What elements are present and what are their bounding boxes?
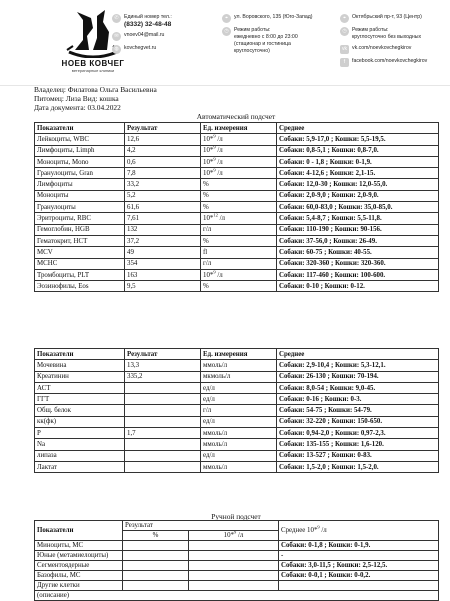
cell-indicator: Na [35,439,125,450]
cell-result [125,461,201,472]
cell-indicator: Моноциты, Mono [35,156,125,167]
web-icon: ◍ [112,45,121,54]
clock-icon: ◷ [340,27,349,36]
cell-result: 12,6 [125,134,201,145]
cell-indicator: АСТ [35,382,125,393]
cell-indicator: Лимфоциты [35,179,125,190]
table-row [35,428,439,439]
table-header-row [35,349,439,360]
cell-average: Собаки: 54-75 ; Кошки: 54-79. [277,405,439,416]
col-unit: Ед. измерения [201,123,277,134]
cell-indicator: Другие клетки [35,581,123,591]
cell-percent [123,571,189,581]
contact-column [112,14,212,58]
cell-indicator: Мочевина [35,360,125,371]
cell-result: 0,6 [125,156,201,167]
cell-average: Собаки: 0-1,8 ; Кошки: 0-1,9. [279,541,439,551]
manual-count-table [34,520,439,601]
document-meta [34,86,157,112]
cell-average: Собаки: 12,0-30 ; Кошки: 12,0-55,0. [277,179,439,190]
cell-result [125,405,201,416]
auto-count-table [34,122,439,292]
table-row [35,179,439,190]
cell-indicator: кк(фк) [35,416,125,427]
cell-average: Собаки: 4-12,6 ; Кошки: 2,1-15. [277,168,439,179]
cell-indicator: Креатинин [35,371,125,382]
hours-2: (стационар и гостиница [234,41,291,47]
cell-unit: г/л [201,224,277,235]
col-result: Результат [123,521,279,531]
cell-average: Собаки: 135-155 ; Кошки: 1,6-120. [277,439,439,450]
location-icon: ⌖ [340,14,349,23]
hours-3: круглосуточно) [234,48,270,54]
cell-indicator: MCHC [35,258,125,269]
cell-result: 163 [125,269,201,280]
cell-result: 13,3 [125,360,201,371]
cell-percent [123,541,189,551]
cell-unit: ед/л [201,416,277,427]
cell-unit: мкмоль/л [201,371,277,382]
cell-result: 132 [125,224,201,235]
cell-percent [123,561,189,571]
facebook-icon: f [340,58,349,67]
cell-unit: 10*$^9$ /л [201,145,277,156]
cell-unit [189,561,279,571]
cell-indicator: Эритроциты, RBC [35,213,125,224]
col-average: Среднее [277,349,439,360]
hours-center: круглосуточно без выходных [352,34,422,40]
cell-unit: % [201,190,277,201]
cell-indicator: Базофилы, МС [35,571,123,581]
cell-result: 1,7 [125,428,201,439]
biochem-table [34,348,439,473]
table-row [35,213,439,224]
cell-percent [123,551,189,561]
cell-average: Собаки: 60-75 ; Кошки: 40-55. [277,247,439,258]
fb-link[interactable]: facebook.com/noevkovchegkirov [352,58,428,64]
table-row [35,247,439,258]
table-row [35,439,439,450]
cell-indicator: Гранулоциты, Gran [35,168,125,179]
table-row [35,371,439,382]
cell-average: Собаки: 0-0,1 ; Кошки: 0-0,2. [279,571,439,581]
cell-indicator: Р [35,428,125,439]
cell-indicator: Лактат [35,461,125,472]
col-indicators: Показатели [35,123,125,134]
manual-count-title: Ручной подсчет [211,512,261,521]
cell-indicator: Юные (метамиелоциты) [35,551,123,561]
cell-unit: 10*$^{12}$ /л [201,213,277,224]
cell-average: Собаки: 320-360 ; Кошки: 320-360. [277,258,439,269]
cell-indicator: ГГТ [35,394,125,405]
cell-result: 7,61 [125,213,201,224]
col-result: Результат [125,349,201,360]
site-link[interactable]: kovchegvet.ru [124,45,157,51]
cell-average: Собаки: 0,94-2,0 ; Кошки: 0,97-2,3. [277,428,439,439]
address-2: Октябрьский пр-т, 93 (Центр) [352,14,422,20]
col-result: Результат [125,123,201,134]
table-row [35,450,439,461]
cell-indicator: Гематокрит, HCT [35,235,125,246]
cell-unit: % [201,281,277,292]
cell-result: 9,5 [125,281,201,292]
col-average: Среднее [277,123,439,134]
owner-line: Владелец: Филатова Ольга Васильевна [34,85,157,94]
cell-result: 49 [125,247,201,258]
cell-unit: fl [201,247,277,258]
cell-indicator: Общ. белок [35,405,125,416]
cell-indicator: Моноциты [35,190,125,201]
description-cell: (описание) [35,591,439,601]
cell-result: 61,6 [125,202,201,213]
cell-unit [189,551,279,561]
cell-unit: % [201,235,277,246]
pet-line: Питомец: Лиза Вид: кошка [34,93,119,103]
cell-indicator: Гранулоциты [35,202,125,213]
cell-indicator: Тромбоциты, PLT [35,269,125,280]
table-row [35,405,439,416]
cell-result: 335,2 [125,371,201,382]
cell-unit: г/л [201,405,277,416]
cell-indicator: Гемоглобин, HGB [35,224,125,235]
table-row [35,581,439,591]
clinic-header [0,0,450,86]
cell-result: 7,8 [125,168,201,179]
table-row [35,168,439,179]
table-row [35,382,439,393]
cell-average: Собаки: 8,0-54 ; Кошки: 9,0-45. [277,382,439,393]
cell-indicator: MCV [35,247,125,258]
table-row [35,360,439,371]
vk-icon: vk [342,46,347,52]
table-row [35,394,439,405]
cell-indicator: Лимфоциты, Limph [35,145,125,156]
cell-average: Собаки: 13-527 ; Кошки: 0-83. [277,450,439,461]
table-row [35,269,439,280]
center-column [340,14,448,71]
auto-count-title: Автоматический подсчет [196,112,276,121]
phone-label: Единый номер тел.: [124,14,172,20]
cell-result [125,439,201,450]
table-row [35,134,439,145]
table-row [35,561,439,571]
phone-number[interactable]: (8332) 32-48-48 [124,21,172,28]
table-row [35,235,439,246]
table-row [35,281,439,292]
cell-unit: ед/л [201,394,277,405]
table-row [35,190,439,201]
cell-average: Собаки: 2,9-10,4 ; Кошки: 5,3-12,1. [277,360,439,371]
cell-result: 37,2 [125,235,201,246]
cell-average: - [279,551,439,561]
table-row [35,416,439,427]
col-average: Среднее 10*$^9$ /л [279,521,439,541]
clock-icon: ◷ [222,27,231,36]
yugo-zapad-column [222,14,322,59]
col-percent: % [123,531,189,541]
col-indicators: Показатели [35,521,123,541]
cell-average: Собаки: 110-190 ; Кошки: 90-156. [277,224,439,235]
table-row [35,551,439,561]
cell-unit: % [201,202,277,213]
cell-unit: 10*$^9$ /л [201,134,277,145]
cell-result [125,450,201,461]
cell-result: 5,2 [125,190,201,201]
hours-label-2: Режим работы: [352,27,389,33]
col-indicators: Показатели [35,349,125,360]
table-row [35,202,439,213]
email-link[interactable]: vnoev04@mail.ru [124,32,165,38]
table-row [35,224,439,235]
vk-link[interactable]: vk.com/noevkovchegkirov [352,45,412,51]
cell-unit: ммоль/л [201,439,277,450]
cell-percent [123,581,189,591]
cell-average: Собаки: 2,0-9,0 ; Кошки: 2,0-9,0. [277,190,439,201]
cell-unit: 10*$^9$ /л [201,156,277,167]
cell-result: 33,2 [125,179,201,190]
mail-icon: ✉ [112,32,121,41]
cell-indicator: липаза [35,450,125,461]
cell-unit: 10*$^9$ /л [201,168,277,179]
table-row [35,145,439,156]
cell-indicator: Эозинофилы, Eos [35,281,125,292]
cell-average: Собаки: 3,0-11,5 ; Кошки: 2,5-12,5. [279,561,439,571]
table-header-row [35,123,439,134]
description-row [35,591,439,601]
table-header-row [35,521,439,531]
cell-indicator: Миноциты, МС [35,541,123,551]
cell-average: Собаки: 26-130 ; Кошки: 70-194. [277,371,439,382]
cell-average: Собаки: 5,9-17,0 ; Кошки: 5,5-19,5. [277,134,439,145]
cell-average: Собаки: 0-10 ; Кошки: 0-12. [277,281,439,292]
cell-average: Собаки: 1,5-2,0 ; Кошки: 1,5-2,0. [277,461,439,472]
cell-unit [189,581,279,591]
table-row [35,258,439,269]
location-icon: ⌖ [222,14,231,23]
cell-average: Собаки: 117-460 ; Кошки: 100-600. [277,269,439,280]
cell-average: Собаки: 32-220 ; Кошки: 150-650. [277,416,439,427]
table-row [35,571,439,581]
cell-unit [189,571,279,581]
cell-unit [189,541,279,551]
hours-label: Режим работы: [234,27,271,33]
cell-unit: ммоль/л [201,428,277,439]
phone-icon: ✆ [112,14,121,23]
cell-result [125,382,201,393]
cell-unit: ед/л [201,382,277,393]
cell-indicator: Сегментоядерные [35,561,123,571]
table-row [35,461,439,472]
cell-average: Собаки: 0,8-5,1 ; Кошки: 0,8-7,0. [277,145,439,156]
cell-unit: ммоль/л [201,461,277,472]
cell-average: Собаки: 60,0-83,0 ; Кошки: 35,0-85,0. [277,202,439,213]
brand-name: НОЕВ КОВЧЕГ [61,59,125,68]
table-row [35,541,439,551]
cell-unit: ед/л [201,450,277,461]
cell-result: 354 [125,258,201,269]
brand-tagline: ветеринарные клиники [71,68,115,73]
cell-unit: % [201,179,277,190]
cell-average: Собаки: 5,4-8,7 ; Кошки: 5,5-11,8. [277,213,439,224]
col-unit: Ед. измерения [201,349,277,360]
col-unit: 10*$^9$ /л [189,531,279,541]
date-line: Дата документа: 03.04.2022 [34,102,121,112]
address-1: ул. Воровского, 135 (Юго-Запад) [234,14,313,20]
cell-average [279,581,439,591]
cell-result: 4,2 [125,145,201,156]
cell-unit: ммоль/л [201,360,277,371]
hours-1: ежедневно с 8:00 до 23:00 [234,34,298,40]
cell-average: Собаки: 0 - 1,8 ; Кошки: 0-1,9. [277,156,439,167]
cell-unit: г/л [201,258,277,269]
cell-average: Собаки: 37-56,0 ; Кошки: 26-49. [277,235,439,246]
cell-unit: 10*$^9$ /л [201,269,277,280]
table-row [35,156,439,167]
cell-indicator: Лейкоциты, WBC [35,134,125,145]
cell-result [125,394,201,405]
cell-average: Собаки: 0-16 ; Кошки: 0-3. [277,394,439,405]
cell-result [125,416,201,427]
